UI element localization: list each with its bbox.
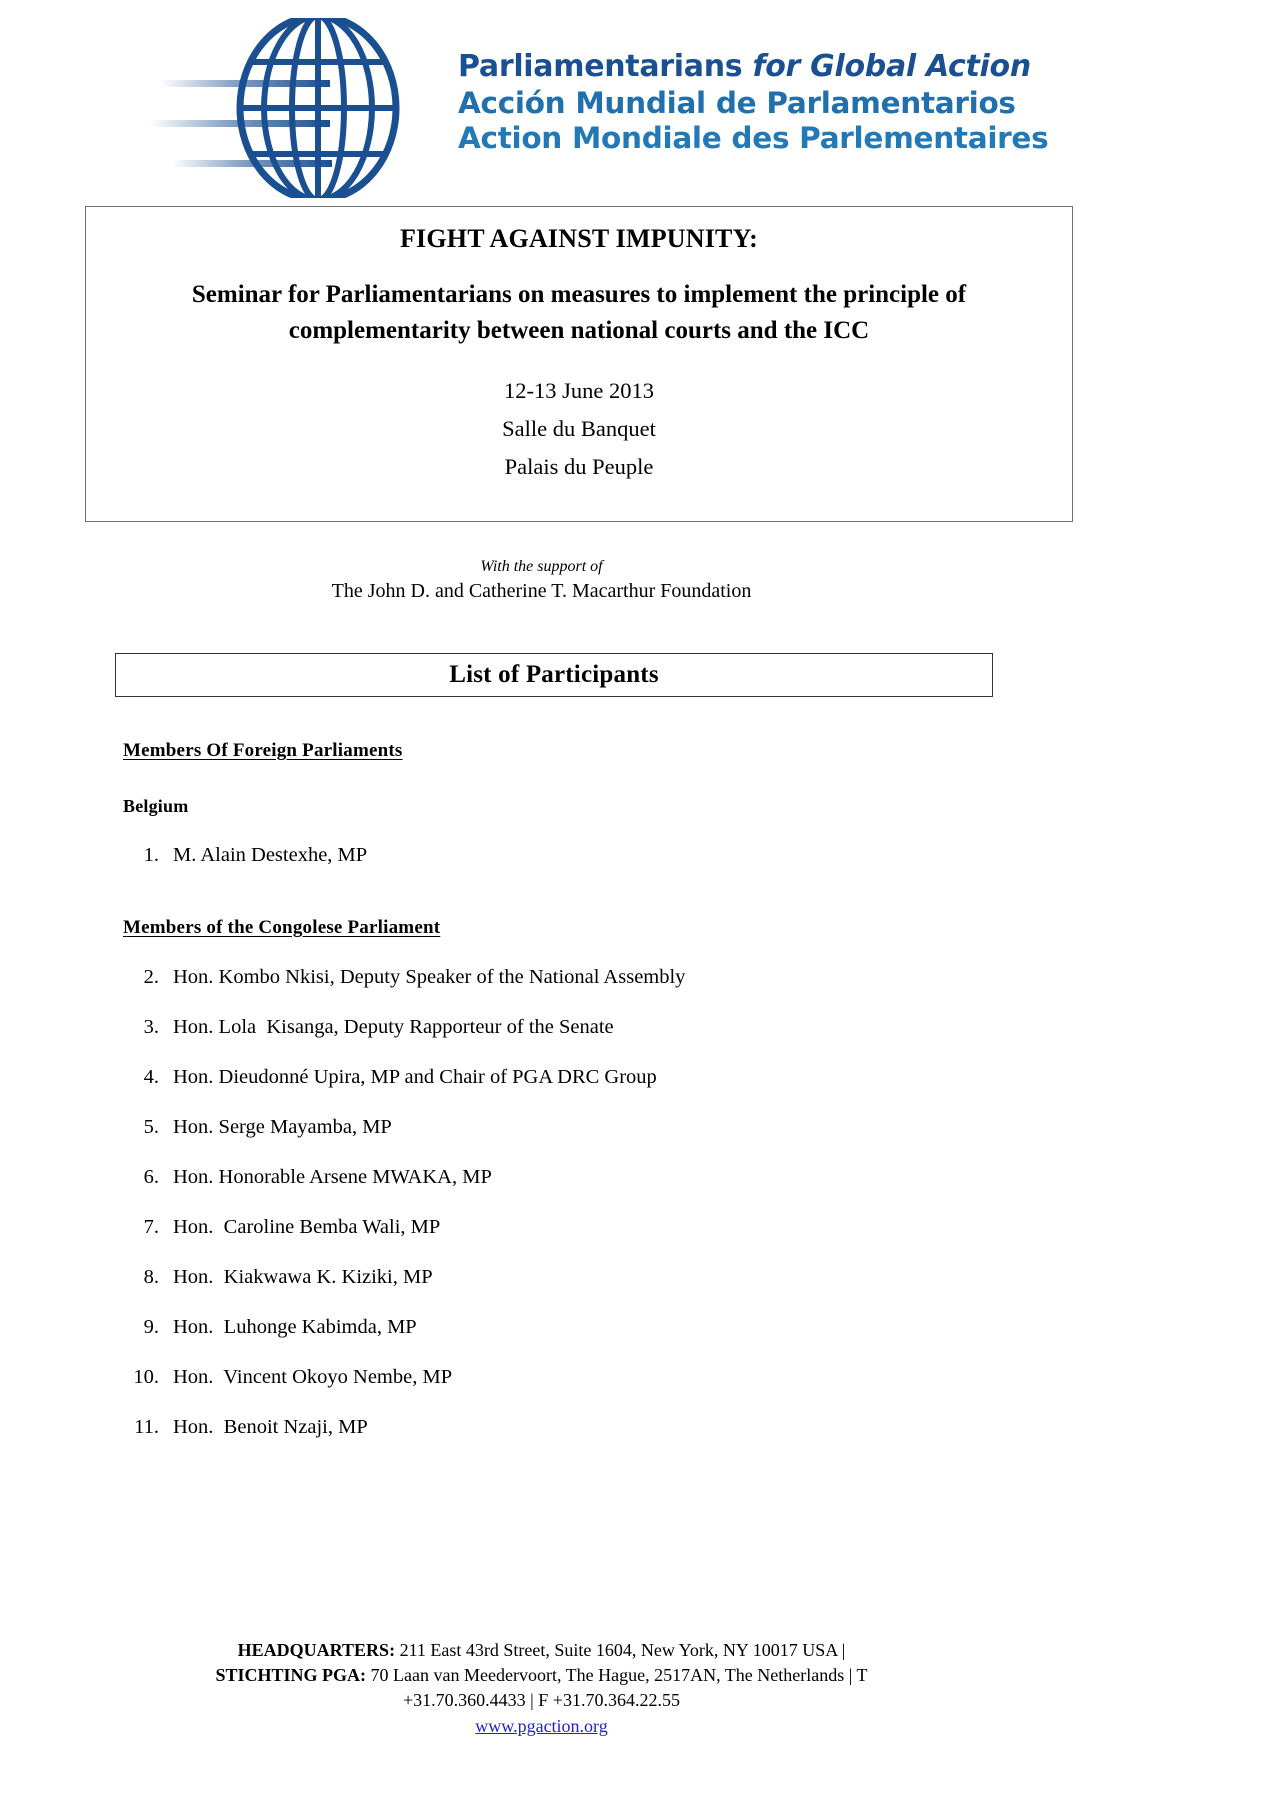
event-venue-building: Palais du Peuple bbox=[504, 453, 654, 479]
list-item-name: Hon. Benoit Nzaji, MP bbox=[173, 1416, 368, 1438]
website-link[interactable]: www.pgaction.org bbox=[475, 1715, 608, 1736]
list-item-number: 4. bbox=[143, 1066, 159, 1088]
list-item-number: 1. bbox=[143, 844, 159, 866]
list-item bbox=[123, 1116, 1053, 1139]
list-item bbox=[123, 1066, 1053, 1089]
event-venue-room: Salle du Banquet bbox=[502, 415, 656, 441]
list-item bbox=[123, 1216, 1053, 1239]
footer-stichting-line bbox=[0, 1663, 1083, 1688]
list-item-number: 3. bbox=[143, 1016, 159, 1038]
list-item-name: Hon. Lola Kisanga, Deputy Rapporteur of the Senate bbox=[173, 1016, 614, 1038]
support-label: With the support of bbox=[480, 558, 603, 575]
footer-phone-line: +31.70.360.4433 | F +31.70.364.22.55 bbox=[403, 1690, 680, 1711]
list-item-number: 5. bbox=[143, 1116, 159, 1138]
list-item-name: Hon. Vincent Okoyo Nembe, MP bbox=[173, 1366, 453, 1388]
list-item bbox=[123, 1166, 1053, 1189]
list-item bbox=[123, 844, 1053, 867]
participant-list-congolese bbox=[123, 966, 1053, 1439]
list-item bbox=[123, 966, 1053, 989]
list-item-name: M. Alain Destexhe, MP bbox=[173, 844, 368, 866]
footer-headquarters-label: HEADQUARTERS: bbox=[237, 1640, 396, 1660]
support-organization: The John D. and Catherine T. Macarthur Foundation bbox=[331, 579, 752, 602]
list-item-number: 8. bbox=[143, 1266, 159, 1288]
list-item bbox=[123, 1266, 1053, 1289]
organization-logo bbox=[150, 18, 1049, 198]
list-item-name: Hon. Luhonge Kabimda, MP bbox=[173, 1316, 417, 1338]
list-item bbox=[123, 1316, 1053, 1339]
participants-content bbox=[123, 740, 1053, 1439]
footer-headquarters-value: 211 East 43rd Street, Suite 1604, New York, NY 10017 USA | bbox=[395, 1640, 846, 1660]
logo-line-french: Action Mondiale des Parlementaires bbox=[458, 121, 1049, 156]
list-item-number: 9. bbox=[143, 1316, 159, 1338]
list-item-number: 7. bbox=[143, 1216, 159, 1238]
support-credit bbox=[0, 556, 1083, 605]
list-item-number: 2. bbox=[143, 966, 159, 988]
list-item-number: 10. bbox=[133, 1366, 159, 1388]
list-item-number: 11. bbox=[134, 1416, 159, 1438]
list-item-name: Hon. Kombo Nkisi, Deputy Speaker of the National Assembly bbox=[173, 966, 686, 988]
list-item-name: Hon. Serge Mayamba, MP bbox=[173, 1116, 392, 1138]
page-header bbox=[0, 0, 1280, 200]
event-title-box bbox=[85, 206, 1073, 522]
logo-line-english bbox=[458, 49, 1031, 85]
section-heading-foreign-parliaments: Members Of Foreign Parliaments bbox=[123, 740, 403, 761]
event-subheading: Seminar for Parliamentarians on measures to implement the principle of complementarity between national courts and the ICC bbox=[191, 281, 967, 344]
list-item bbox=[123, 1416, 1053, 1439]
logo-line-english-italic: for Global Action bbox=[752, 49, 1031, 84]
list-item-name: Hon. Dieudonné Upira, MP and Chair of PGA DRC Group bbox=[173, 1066, 657, 1088]
event-dates: 12-13 June 2013 bbox=[504, 378, 654, 403]
footer-stichting-label: STICHTING PGA: bbox=[215, 1665, 367, 1686]
list-item-name: Hon. Kiakwawa K. Kiziki, MP bbox=[173, 1266, 433, 1288]
list-item-name: Hon. Honorable Arsene MWAKA, MP bbox=[173, 1166, 492, 1188]
page-footer bbox=[0, 1638, 1083, 1739]
globe-icon bbox=[150, 18, 440, 198]
footer-headquarters-line bbox=[0, 1638, 1083, 1663]
logo-wordmark bbox=[458, 49, 1049, 156]
list-item-number: 6. bbox=[143, 1166, 159, 1188]
event-details bbox=[86, 372, 1072, 485]
list-item bbox=[123, 1016, 1053, 1039]
participant-list-foreign bbox=[123, 844, 1053, 867]
logo-line-spanish: Acción Mundial de Parlamentarios bbox=[458, 85, 1016, 120]
section-heading-congolese-parliament: Members of the Congolese Parliament bbox=[123, 917, 441, 938]
participants-banner bbox=[115, 653, 993, 697]
footer-website-line bbox=[0, 1714, 1083, 1739]
event-heading: FIGHT AGAINST IMPUNITY: bbox=[399, 224, 759, 253]
list-item bbox=[123, 1366, 1053, 1389]
footer-stichting-value: 70 Laan van Meedervoort, The Hague, 2517AN, The Netherlands | T bbox=[366, 1665, 868, 1686]
participants-banner-title: List of Participants bbox=[449, 661, 659, 688]
country-label-belgium: Belgium bbox=[123, 796, 189, 816]
list-item-name: Hon. Caroline Bemba Wali, MP bbox=[173, 1216, 441, 1238]
logo-line-english-plain: Parliamentarians bbox=[458, 49, 753, 84]
